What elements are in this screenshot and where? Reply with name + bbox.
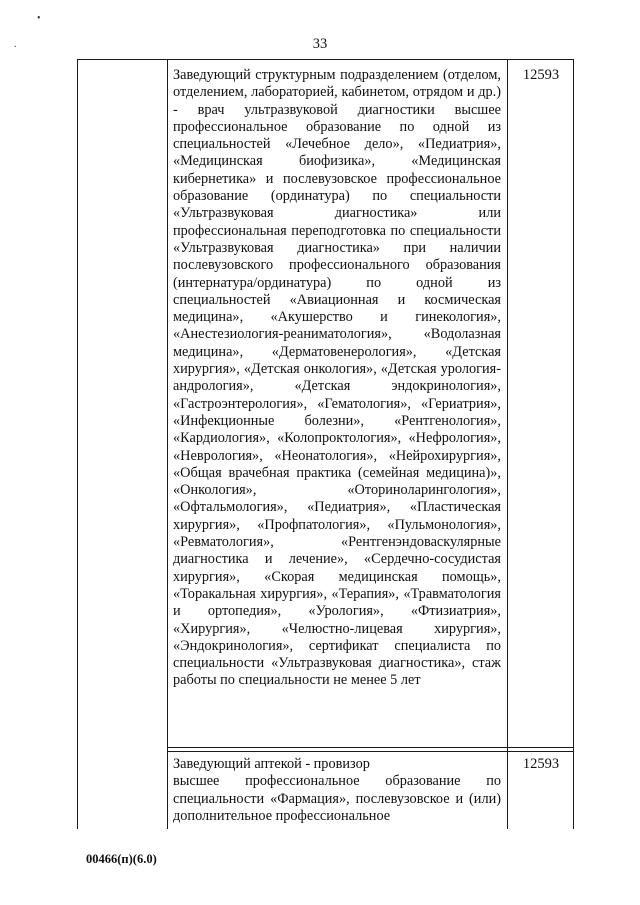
- position-title: Заведующий структурным подразделением (отделом, отделением, лабораторией, кабинетом, отрядом и др.) - врач ультразвуковой диагностики: [173, 67, 501, 118]
- document-code: 00466(п)(6.0): [86, 852, 157, 866]
- requirements-text: высшее профессиональное образование по одной из специальностей «Лечебное дело», «Педиатрия», «Медицинская биофизика», «Медицинская кибернетика» и послевузовское профессиональное образование (ординатура) по специальности «Ультразвуковая диагностика» или профессиональная переподготовка по специальности «Ультразвуковая диагностика» при наличии послевузовского профессионального образования (интернатура/ординатура) по одной из специальностей «Авиационная и космическая медицина», «Акушерство и гинекология», «Анестезиология-реаниматология», «Водолазная медицина», «Дерматовенерология», «Детская хирургия», «Детская онкология», «Детская урология-андрология», «Детская эндокринология», «Гастроэнтерология», «Гематология», «Гериатрия», «Инфекционные болезни», «Рентгенология», «Кардиология», «Колопроктология», «Нефрология», «Неврология», «Неонатология», «Нейрохирургия», «Общая врачебная практика (семейная медицина)», «Онкология», «Оториноларингология», «Офтальмология», «Педиатрия», «Пластическая хирургия», «Профпатология», «Пульмонология», «Ревматология», «Рентгенэндоваскулярные диагностика и лечение», «Сердечно-сосудистая хирургия», «Скорая медицинская помощь», «Торакальная хирургия», «Терапия», «Травматология и ортопедия», «Урология», «Фтизиатрия», «Хирургия», «Челюстно-лицевая хирургия», «Эндокринология», сертификат специалиста по специальности «Ультразвуковая диагностика», стаж работы по специальности не менее 5 лет: [173, 101, 502, 689]
- requirements-text: высшее профессиональное образование по специальности «Фармация», послевузовское и (или) дополнительное профессиональное: [173, 773, 501, 824]
- table-border: [573, 59, 574, 829]
- table-border: [507, 59, 508, 829]
- salary-value: 12593: [522, 756, 560, 772]
- row-separator: [167, 751, 574, 752]
- position-title: Заведующий аптекой - провизор: [173, 756, 370, 772]
- row-separator: [167, 747, 574, 748]
- page-number: 33: [312, 36, 328, 52]
- table-border: [77, 59, 78, 829]
- table-border: [167, 59, 168, 829]
- table-row: [173, 756, 501, 825]
- salary-value: 12593: [522, 67, 560, 83]
- table-border: [77, 59, 574, 60]
- corner-mark: •: [37, 13, 41, 24]
- table-row: [173, 67, 501, 690]
- corner-mark: .: [14, 39, 17, 50]
- qualification-table: [77, 59, 574, 829]
